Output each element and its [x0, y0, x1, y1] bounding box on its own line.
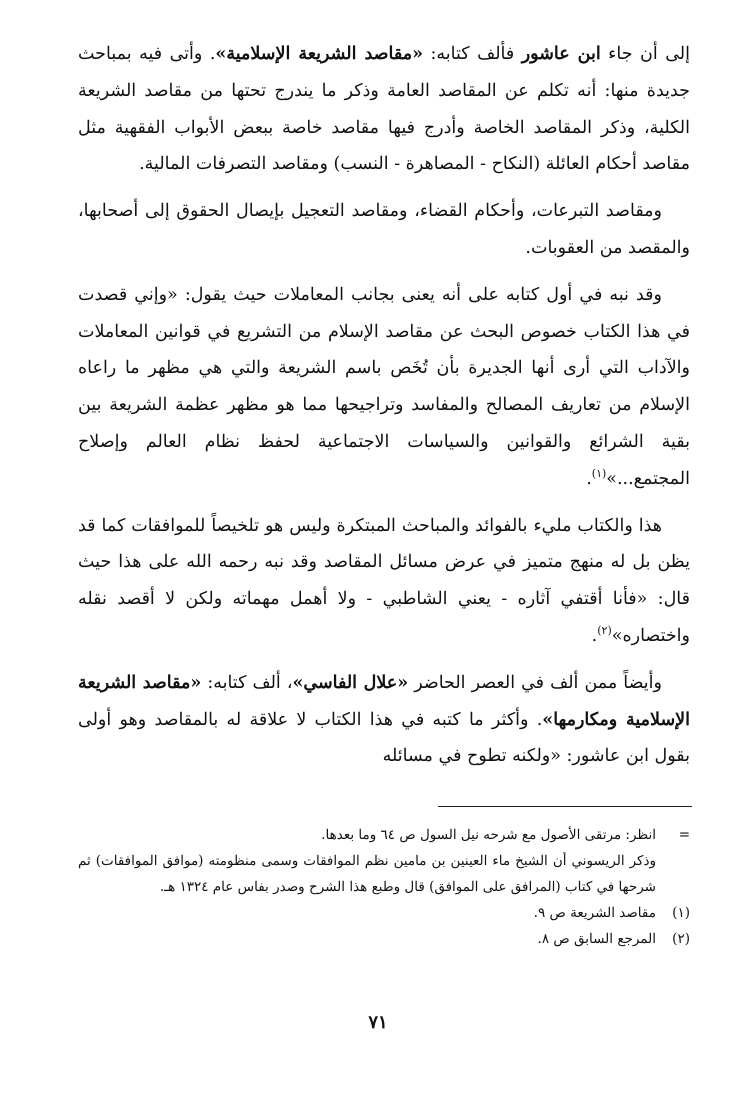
footnotes	[78, 822, 690, 952]
paragraph-4-text: هذا والكتاب مليء بالفوائد والمباحث المبتكرة وليس هو تلخيصاً للموافقات كما قد يظن بل له منهج متميز في عرض مسائل المقاصد وقد نبه رحمه الله على هذا حيث قال: «فأنا أقتفي آثاره - يعني الشاطبي - ولا أهمل مهماته ولكن لا أقصد نقله واختصاره»	[78, 515, 690, 646]
footnote-marker: (٢)	[672, 931, 690, 947]
footnote-marker: (١)	[672, 905, 690, 921]
footnote-marker	[656, 848, 690, 900]
footnote-ref-2: (٢)	[597, 624, 612, 638]
paragraph-5: وأيضاً ممن ألف في العصر الحاضر «علال الفاسي»، ألف كتابه: «مقاصد الشريعة الإسلامية ومكارمها». وأكثر ما كتبه في هذا الكتاب لا علاقة له بالمقاصد وهو أولى بقول ابن عاشور: «ولكنه تطوح في مسائله	[78, 672, 690, 767]
footnote-text: انظر: مرتقى الأصول مع شرحه نيل السول ص ٦٤ وما بعدها.	[321, 827, 656, 843]
paragraph-4: هذا والكتاب مليء بالفوائد والمباحث المبتكرة وليس هو تلخيصاً للموافقات كما قد يظن بل له منهج متميز في عرض مسائل المقاصد وقد نبه رحمه الله على هذا حيث قال: «فأنا أقتفي آثاره - يعني الشاطبي - ولا أهمل مهماته ولكن لا أقصد نقله واختصاره»$^{(٢)}$.	[78, 515, 690, 646]
page-number: ٧١	[368, 1012, 388, 1033]
footnote-marker: =	[678, 827, 690, 843]
bold-allal-book: «مقاصد الشريعة الإسلامية ومكارمها»	[78, 672, 690, 730]
footnote-divider	[438, 806, 692, 807]
paragraph-3-text: وقد نبه في أول كتابه على أنه يعنى بجانب المعاملات حيث يقول: «وإني قصدت في هذا الكتاب خصوص البحث عن مقاصد الإسلام من التشريع في قوانين المعاملات والآداب التي أرى أنها الجديرة بأن تُخَص باسم الشريعة والتي هي مظهر ما راعاه الإسلام من تعاريف المصالح والمفاسد وتراجيحها مما هو مظهر عظمة الشريعة بين بقية الشرائع والقوانين والسياسات الاجتماعية لحفظ نظام العالم وإصلاح المجتمع...»	[78, 284, 690, 489]
footnote-ref-1: (١)	[591, 466, 607, 480]
bold-ibn-ashur: ابن عاشور	[521, 44, 601, 64]
bold-book-title: «مقاصد الشريعة الإسلامية»	[215, 44, 424, 64]
body-text	[78, 36, 690, 785]
footnote-item	[78, 900, 690, 926]
footnote-item	[78, 848, 690, 900]
paragraph-1: إلى أن جاء ابن عاشور فألف كتابه: «مقاصد الشريعة الإسلامية». وأتى فيه بمباحث جديدة منها: أنه تكلم عن المقاصد العامة وذكر ما يندرج تحتها من مقاصد الشريعة الكلية، وذكر المقاصد الخاصة وأدرج فيها مقاصد خاصة ببعض الأبواب الفقهية مثل مقاصد أحكام العائلة (النكاح - المصاهرة - النسب) ومقاصد التصرفات المالية.	[78, 44, 691, 175]
footnote-text: مقاصد الشريعة ص ٩.	[533, 905, 656, 921]
paragraph-2: ومقاصد التبرعات، وأحكام القضاء، ومقاصد التعجيل بإيصال الحقوق إلى أصحابها، والمقصد من العقوبات.	[78, 201, 690, 258]
paragraph-3: وقد نبه في أول كتابه على أنه يعنى بجانب المعاملات حيث يقول: «وإني قصدت في هذا الكتاب خصوص البحث عن مقاصد الإسلام من التشريع في قوانين المعاملات والآداب التي أرى أنها الجديرة بأن تُخَص باسم الشريعة والتي هي مظهر ما راعاه الإسلام من تعاريف المصالح والمفاسد وتراجيحها مما هو مظهر عظمة الشريعة بين بقية الشرائع والقوانين والسياسات الاجتماعية لحفظ نظام العالم وإصلاح المجتمع...»$^{(١)}$.	[78, 284, 690, 489]
footnote-text: وذكر الريسوني أن الشيخ ماء العينين بن مامين نظم الموافقات وسمى منظومته (موافق الموافقات) ثم شرحها في كتاب (المرافق على الموافق) قال وطبع هذا الشرح وصدر بفاس عام ١٣٢٤ هـ.	[78, 853, 656, 895]
footnote-item	[78, 926, 690, 952]
footnote-text: المرجع السابق ص ٨.	[537, 931, 656, 947]
bold-allal: «علال الفاسي»	[292, 672, 409, 693]
footnote-item	[78, 822, 690, 848]
